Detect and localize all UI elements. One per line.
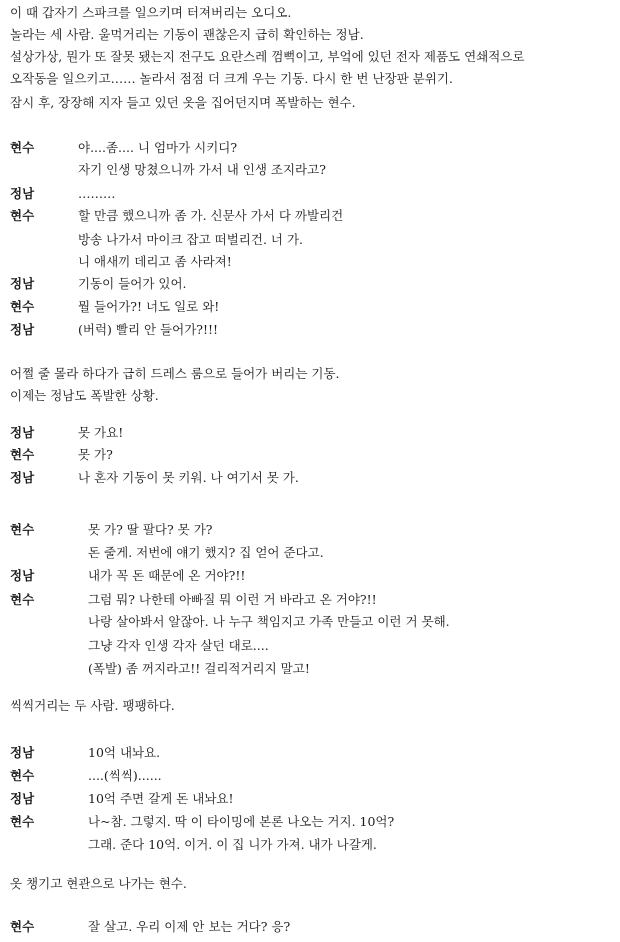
dialogue-line: 나 혼자 기동이 못 키워. 나 여기서 못 가. bbox=[78, 470, 299, 485]
speaker-name: 현수 bbox=[10, 447, 35, 462]
stage-direction: 씩씩거리는 두 사람. 팽팽하다. bbox=[10, 698, 175, 713]
dialogue-line: 못 가? 딸 팔다? 못 가? bbox=[88, 522, 213, 537]
dialogue-line: (폭발) 좀 꺼지라고!! 걸리적거리지 말고! bbox=[88, 661, 310, 676]
dialogue-line: 방송 나가서 마이크 잡고 떠벌리건. 너 가. bbox=[78, 232, 303, 247]
dialogue-line: 할 만큼 했으니까 좀 가. 신문사 가서 다 까발리건 bbox=[78, 208, 344, 223]
speaker-name: 정남 bbox=[10, 791, 35, 806]
stage-direction: 설상가상, 뭔가 또 잘못 됐는지 전구도 요란스레 껌뻑이고, 부엌에 있던 전자 제품도 연쇄적으로 bbox=[10, 49, 525, 64]
dialogue-line: 뭘 들어가?! 너도 일로 와! bbox=[78, 299, 220, 314]
speaker-name: 정남 bbox=[10, 186, 35, 201]
dialogue-line: 못 가요! bbox=[78, 425, 124, 440]
dialogue-line: 잘 살고. 우리 이제 안 보는 거다? 응? bbox=[88, 919, 291, 934]
dialogue-line: 10억 내놔요. bbox=[88, 745, 161, 760]
speaker-name: 현수 bbox=[10, 140, 35, 155]
speaker-name: 정남 bbox=[10, 745, 35, 760]
speaker-name: 현수 bbox=[10, 522, 35, 537]
dialogue-line: 내가 꼭 돈 때문에 온 거야?!! bbox=[88, 568, 246, 583]
dialogue-line: 그럼 뭐? 나한테 아빠질 뭐 이런 거 바라고 온 거야?!! bbox=[88, 592, 377, 607]
dialogue-line: 돈 줄게. 저번에 얘기 했지? 집 얻어 준다고. bbox=[88, 545, 324, 560]
speaker-name: 정남 bbox=[10, 425, 35, 440]
speaker-name: 현수 bbox=[10, 814, 35, 829]
dialogue-line: 나랑 살아봐서 알잖아. 나 누구 책임지고 가족 만들고 이런 거 못해. bbox=[88, 614, 450, 629]
stage-direction: 어쩔 줄 몰라 하다가 급히 드레스 룸으로 들어가 버리는 기동. bbox=[10, 366, 340, 381]
stage-direction: 놀라는 세 사람. 울먹거리는 기동이 괜찮은지 급히 확인하는 정남. bbox=[10, 27, 364, 42]
speaker-name: 정남 bbox=[10, 322, 35, 337]
stage-direction: 오작동을 일으키고…… 놀라서 점점 더 크게 우는 기동. 다시 한 번 난장판 분위기. bbox=[10, 71, 453, 86]
dialogue-line: 못 가? bbox=[78, 447, 113, 462]
dialogue-line: 그래. 준다 10억. 이거. 이 집 니가 가져. 내가 나갈게. bbox=[88, 837, 377, 852]
dialogue-line: 니 애새끼 데리고 좀 사라져! bbox=[78, 254, 232, 269]
dialogue-line: 자기 인생 망쳤으니까 가서 내 인생 조지라고? bbox=[78, 162, 326, 177]
dialogue-line: ....(씩씩)...... bbox=[88, 768, 162, 783]
speaker-name: 현수 bbox=[10, 208, 35, 223]
dialogue-line: 그냥 각자 인생 각자 살던 대로.... bbox=[88, 638, 269, 653]
dialogue-line: 기동이 들어가 있어. bbox=[78, 276, 187, 291]
stage-direction: 옷 챙기고 현관으로 나가는 현수. bbox=[10, 876, 187, 891]
dialogue-line: 10억 주면 갈게 돈 내놔요! bbox=[88, 791, 234, 806]
stage-direction: 이제는 정남도 폭발한 상황. bbox=[10, 388, 159, 403]
speaker-name: 현수 bbox=[10, 592, 35, 607]
speaker-name: 정남 bbox=[10, 470, 35, 485]
speaker-name: 현수 bbox=[10, 768, 35, 783]
speaker-name: 정남 bbox=[10, 276, 35, 291]
stage-direction: 이 때 갑자기 스파크를 일으키며 터져버리는 오디오. bbox=[10, 5, 292, 20]
stage-direction: 잠시 후, 장장해 지자 들고 있던 옷을 집어던지며 폭발하는 현수. bbox=[10, 95, 356, 110]
dialogue-line: ……… bbox=[78, 186, 116, 201]
dialogue-line: (버럭) 빨리 안 들어가?!!! bbox=[78, 322, 219, 337]
dialogue-line: 나~참. 그렇지. 딱 이 타이밍에 본론 나오는 거지. 10억? bbox=[88, 814, 395, 829]
speaker-name: 정남 bbox=[10, 568, 35, 583]
dialogue-line: 야....좀.... 니 엄마가 시키디? bbox=[78, 140, 238, 155]
speaker-name: 현수 bbox=[10, 919, 35, 934]
speaker-name: 현수 bbox=[10, 299, 35, 314]
